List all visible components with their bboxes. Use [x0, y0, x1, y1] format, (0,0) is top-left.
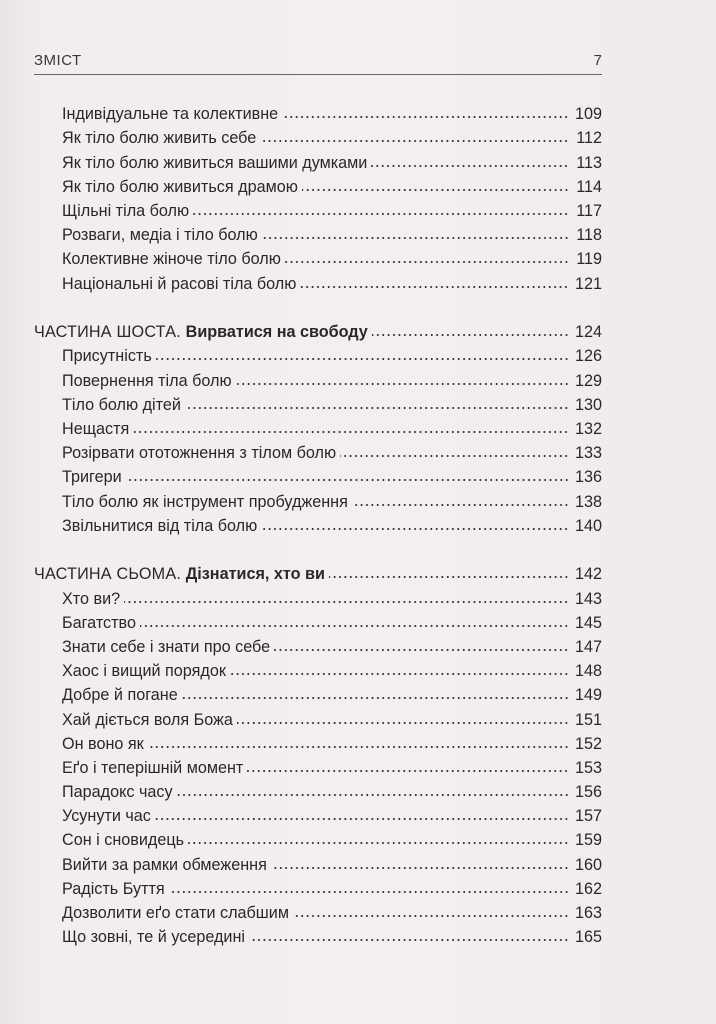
- dot-leader: [156, 355, 569, 363]
- toc-entry: [34, 875, 602, 899]
- part-label: ЧАСТИНА СЬОМА.: [34, 565, 186, 584]
- dot-leader: [302, 186, 569, 194]
- toc-entry: [34, 609, 602, 633]
- dot-leader: [185, 404, 569, 412]
- toc-entry: [34, 657, 602, 681]
- toc-entry-title: Індивідуальне та колективне: [62, 105, 279, 124]
- toc-entry: [34, 439, 602, 463]
- toc-entry: [34, 923, 602, 947]
- dot-leader: [148, 743, 569, 751]
- toc-entry-title: Тіло болю дітей: [62, 395, 181, 414]
- toc-entry-page-number: 117: [576, 201, 602, 220]
- toc-entry: [34, 342, 602, 366]
- part-page-number: 124: [574, 323, 602, 342]
- toc-entry-title: Як тіло болю живиться вашими думками: [62, 153, 368, 172]
- toc-entry-title: Національні й расові тіла болю: [62, 274, 297, 293]
- dot-leader: [274, 646, 569, 654]
- section-gap: [34, 536, 602, 561]
- dot-leader: [300, 283, 569, 291]
- dot-leader: [182, 694, 569, 702]
- toc-entry-page-number: 145: [574, 613, 602, 632]
- toc-entry-title: Щільні тіла болю: [62, 201, 190, 220]
- dot-leader: [262, 234, 569, 242]
- toc-entry: [34, 100, 602, 124]
- toc-entry-title: Парадокс часу: [62, 783, 173, 802]
- toc-entry-page-number: 143: [574, 589, 602, 608]
- toc-entry-page-number: 119: [576, 250, 602, 269]
- toc-entry: [34, 124, 602, 148]
- toc-entry-title: Як тіло болю живиться драмою: [62, 177, 298, 196]
- dot-leader: [271, 864, 569, 872]
- toc-entry: [34, 778, 602, 802]
- toc-entry-title: Повернення тіла болю: [62, 371, 232, 390]
- toc-entry-page-number: 138: [574, 492, 602, 511]
- toc-entry-page-number: 133: [574, 444, 602, 463]
- toc-entry: [34, 730, 602, 754]
- toc-entry-page-number: 157: [574, 807, 602, 826]
- toc-entry-page-number: 114: [576, 177, 602, 196]
- toc-entry-page-number: 159: [574, 831, 602, 850]
- toc-entry-title: Колективне жіноче тіло болю: [62, 250, 281, 269]
- toc-entry-title: Хай діється воля Божа: [62, 710, 233, 729]
- toc-entry-title: Еґо і теперішній момент: [62, 758, 244, 777]
- toc-entry-page-number: 147: [574, 637, 602, 656]
- toc-entry: [34, 245, 602, 269]
- part-heading-text: [34, 322, 368, 342]
- dot-leader: [371, 162, 569, 170]
- toc-entry-title: Тригери: [62, 468, 122, 487]
- toc-entry: [34, 899, 602, 923]
- toc-entry-page-number: 130: [574, 395, 602, 414]
- toc-entry-page-number: 136: [574, 468, 602, 487]
- toc-part-heading: [34, 318, 602, 342]
- toc-entry: [34, 173, 602, 197]
- toc-entry-page-number: 152: [574, 734, 602, 753]
- toc-entry-page-number: 112: [576, 129, 602, 148]
- toc-entry: [34, 366, 602, 390]
- toc-entry-page-number: 149: [574, 686, 602, 705]
- toc-entry-title: Розваги, медіа і тіло болю: [62, 226, 258, 245]
- toc-entry: [34, 148, 602, 172]
- toc-entry: [34, 850, 602, 874]
- toc-entry-page-number: 156: [574, 783, 602, 802]
- toc-entry: [34, 197, 602, 221]
- toc-part-heading: [34, 560, 602, 584]
- toc-entry: [34, 584, 602, 608]
- toc-entry-title: Що зовні, те й усередині: [62, 928, 246, 947]
- dot-leader: [169, 888, 569, 896]
- part-page-number: 142: [574, 565, 602, 584]
- dot-leader: [140, 622, 569, 630]
- toc-entry: [34, 681, 602, 705]
- dot-leader: [155, 815, 569, 823]
- table-of-contents: [34, 100, 602, 947]
- dot-leader: [352, 501, 569, 509]
- toc-entry: [34, 487, 602, 511]
- toc-entry-title: Багатство: [62, 613, 136, 632]
- dot-leader: [282, 113, 569, 121]
- toc-entry: [34, 221, 602, 245]
- dot-leader: [293, 912, 569, 920]
- toc-entry: [34, 391, 602, 415]
- toc-entry-title: Добре й погане: [62, 686, 178, 705]
- toc-entry-page-number: 118: [576, 226, 602, 245]
- dot-leader: [261, 525, 569, 533]
- toc-entry-page-number: 113: [576, 153, 602, 172]
- toc-entry-title: Дозволити еґо стати слабшим: [62, 904, 289, 922]
- toc-entry: [34, 512, 602, 536]
- toc-entry: [34, 754, 602, 778]
- dot-leader: [237, 719, 569, 727]
- toc-entry-page-number: 165: [574, 928, 602, 947]
- part-title: Дізнатися, хто ви: [185, 565, 325, 584]
- dot-leader: [236, 380, 569, 388]
- dot-leader: [124, 598, 569, 606]
- part-heading-text: [34, 564, 325, 584]
- toc-entry-title: Як тіло болю живить себе: [62, 129, 257, 148]
- toc-entry: [34, 826, 602, 850]
- toc-entry-page-number: 126: [574, 347, 602, 366]
- dot-leader: [329, 573, 569, 581]
- dot-leader: [249, 936, 569, 944]
- toc-entry: [34, 463, 602, 487]
- toc-entry-title: Знати себе і знати про себе: [62, 637, 271, 656]
- running-header-title: ЗМІСТ: [34, 52, 82, 69]
- toc-entry-page-number: 148: [574, 662, 602, 681]
- toc-entry: [34, 633, 602, 657]
- toc-entry-page-number: 109: [574, 105, 602, 124]
- toc-entry-page-number: 132: [574, 419, 602, 438]
- toc-entry-title: Хаос і вищий порядок: [62, 662, 226, 681]
- dot-leader: [285, 258, 569, 266]
- dot-leader: [340, 452, 569, 460]
- toc-entry-title: Присутність: [62, 347, 152, 366]
- toc-entry-title: Нещастя: [62, 419, 130, 438]
- toc-entry-title: Усунути час: [62, 807, 151, 826]
- toc-entry: [34, 415, 602, 439]
- dot-leader: [177, 791, 569, 799]
- toc-entry: [34, 802, 602, 826]
- toc-entry-title: Он воно як: [62, 734, 144, 753]
- toc-entry-page-number: 151: [574, 710, 602, 729]
- toc-entry-title: Розірвати ототожнення з тілом болю: [62, 444, 337, 463]
- toc-entry-title: Тіло болю як інструмент пробудження: [62, 492, 348, 511]
- toc-entry-page-number: 163: [574, 904, 602, 922]
- toc-entry-page-number: 160: [574, 855, 602, 874]
- toc-entry-title: Сон і сновидець: [62, 831, 185, 850]
- toc-entry-page-number: 162: [574, 879, 602, 898]
- part-title: Вирватися на свободу: [185, 323, 368, 342]
- dot-leader: [247, 767, 569, 775]
- dot-leader: [133, 428, 569, 436]
- toc-entry-page-number: 140: [574, 516, 602, 535]
- toc-entry-title: Хто ви?: [62, 589, 121, 608]
- toc-entry: [34, 705, 602, 729]
- dot-leader: [260, 137, 569, 145]
- part-label: ЧАСТИНА ШОСТА.: [34, 323, 186, 342]
- dot-leader: [126, 476, 569, 484]
- running-header: [34, 52, 602, 75]
- dot-leader: [188, 839, 569, 847]
- toc-entry-page-number: 153: [574, 758, 602, 777]
- dot-leader: [193, 210, 569, 218]
- page-number: 7: [593, 52, 602, 69]
- toc-entry-title: Звільнитися від тіла болю: [62, 516, 258, 535]
- dot-leader: [230, 670, 569, 678]
- toc-entry: [34, 269, 602, 293]
- section-gap: [34, 294, 602, 319]
- dot-leader: [372, 331, 569, 339]
- toc-entry-title: Радість Буття: [62, 879, 165, 898]
- toc-entry-title: Вийти за рамки обмеження: [62, 855, 267, 874]
- toc-entry-page-number: 121: [574, 274, 602, 293]
- toc-entry-page-number: 129: [574, 371, 602, 390]
